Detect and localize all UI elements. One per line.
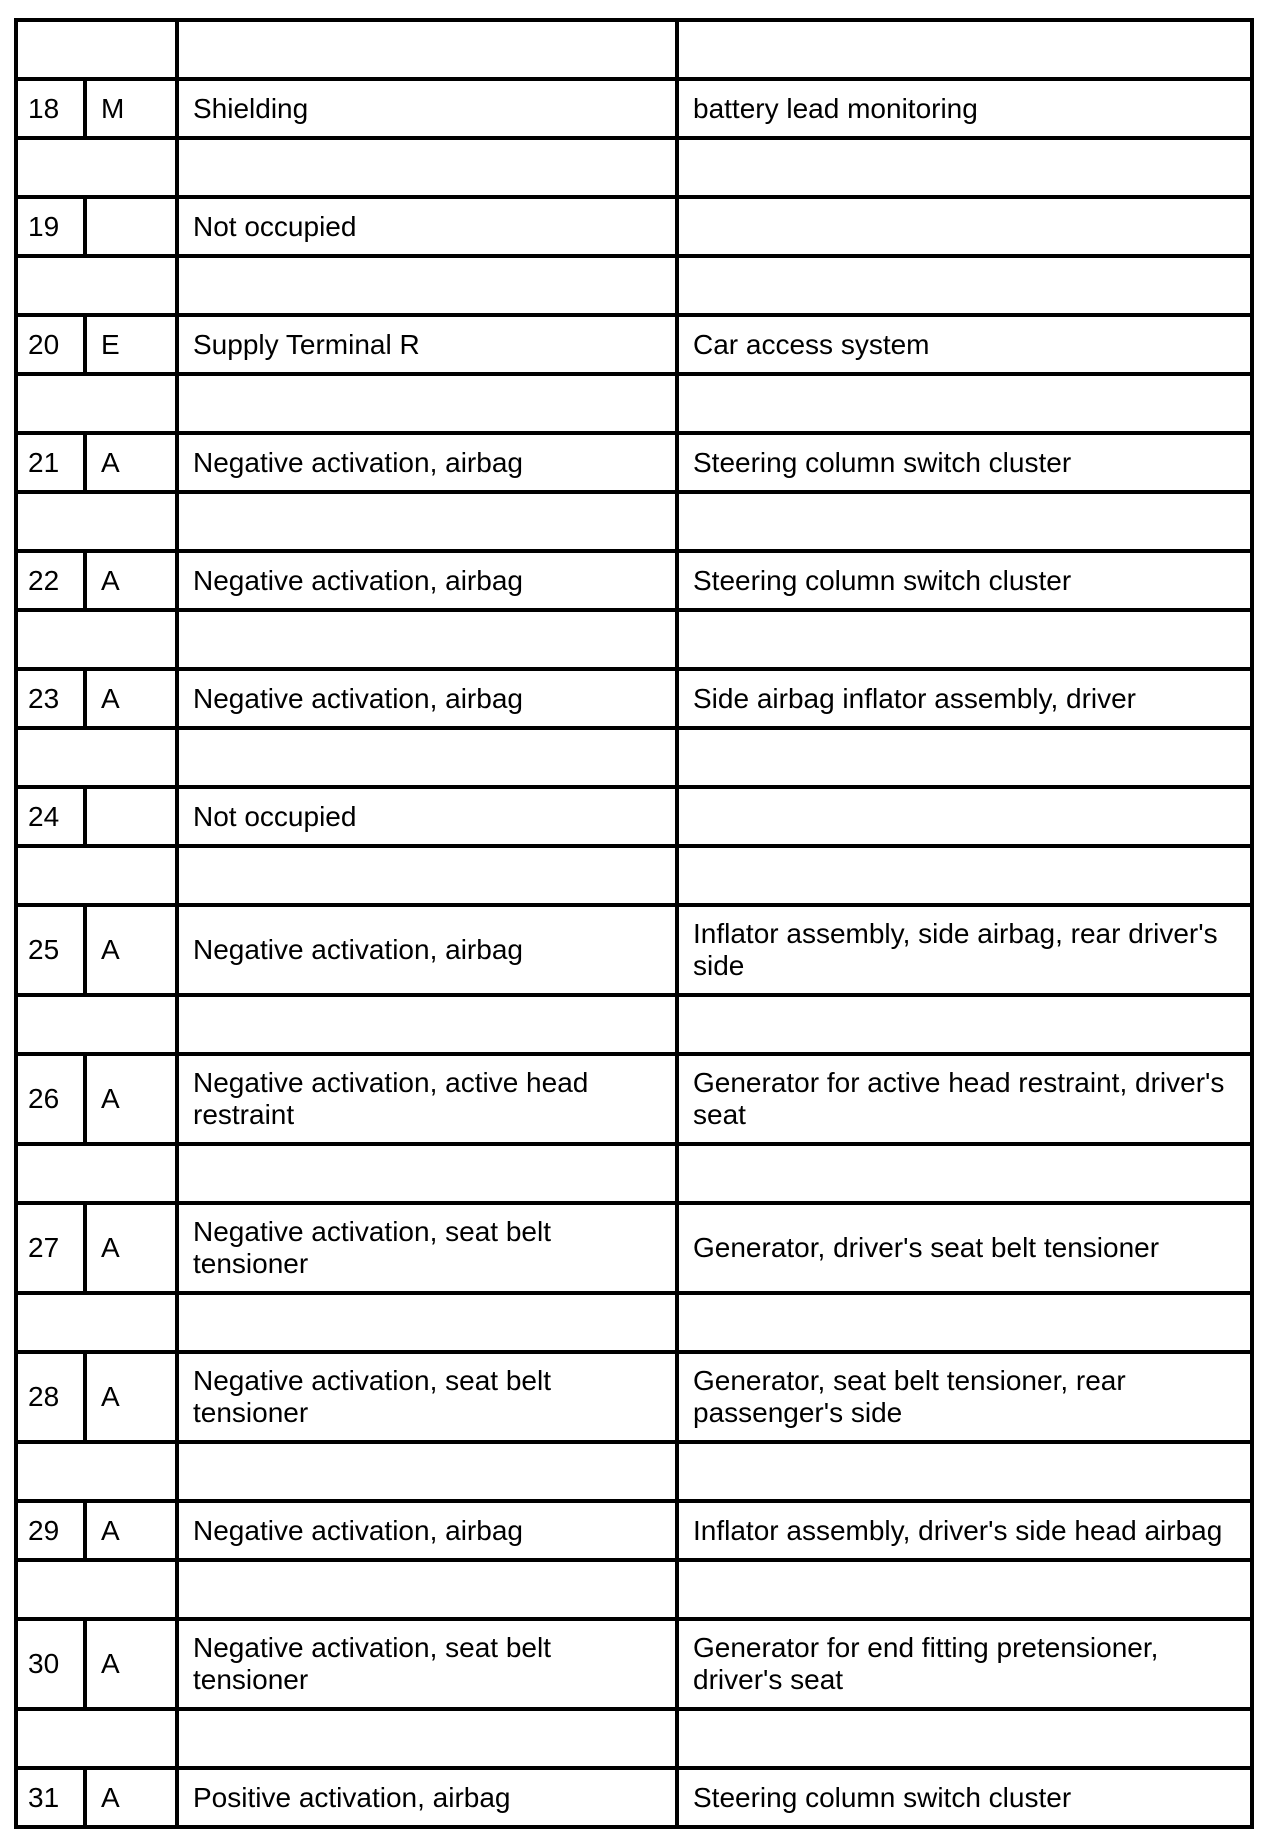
spacer-cell <box>177 256 677 315</box>
spacer-row <box>16 1442 1252 1501</box>
pin-cell: 24 <box>16 787 85 846</box>
description-cell: Shielding <box>177 79 677 138</box>
type-cell: A <box>85 1768 177 1827</box>
spacer-row <box>16 728 1252 787</box>
spacer-cell <box>177 492 677 551</box>
type-cell <box>85 197 177 256</box>
table-row <box>16 905 1252 995</box>
spacer-cell <box>677 1442 1252 1501</box>
connection-cell: Inflator assembly, side airbag, rear driver's side <box>677 905 1252 995</box>
spacer-cell <box>677 1144 1252 1203</box>
type-cell: A <box>85 1054 177 1144</box>
spacer-row <box>16 138 1252 197</box>
spacer-cell <box>177 1560 677 1619</box>
pin-cell: 29 <box>16 1501 85 1560</box>
spacer-cell <box>177 1709 677 1768</box>
table-row <box>16 1619 1252 1709</box>
table-row <box>16 1352 1252 1442</box>
spacer-cell <box>16 138 177 197</box>
spacer-row <box>16 20 1252 79</box>
spacer-cell <box>16 728 177 787</box>
pin-cell: 19 <box>16 197 85 256</box>
table-row <box>16 551 1252 610</box>
pin-cell: 28 <box>16 1352 85 1442</box>
type-cell: A <box>85 669 177 728</box>
connection-cell: Steering column switch cluster <box>677 551 1252 610</box>
description-cell: Not occupied <box>177 787 677 846</box>
connection-cell: Generator, seat belt tensioner, rear passenger's side <box>677 1352 1252 1442</box>
connection-cell: Side airbag inflator assembly, driver <box>677 669 1252 728</box>
pin-cell: 26 <box>16 1054 85 1144</box>
spacer-cell <box>677 492 1252 551</box>
spacer-cell <box>177 728 677 787</box>
type-cell: A <box>85 1352 177 1442</box>
pin-cell: 23 <box>16 669 85 728</box>
spacer-cell <box>677 138 1252 197</box>
spacer-cell <box>177 138 677 197</box>
type-cell <box>85 787 177 846</box>
pin-cell: 21 <box>16 433 85 492</box>
spacer-cell <box>677 374 1252 433</box>
spacer-cell <box>177 374 677 433</box>
pin-cell: 25 <box>16 905 85 995</box>
description-cell: Negative activation, seat belt tensioner <box>177 1352 677 1442</box>
spacer-row <box>16 1144 1252 1203</box>
spacer-cell <box>677 1709 1252 1768</box>
spacer-cell <box>177 1442 677 1501</box>
connection-cell: Generator for active head restraint, driver's seat <box>677 1054 1252 1144</box>
spacer-row <box>16 1560 1252 1619</box>
type-cell: E <box>85 315 177 374</box>
pin-cell: 22 <box>16 551 85 610</box>
spacer-cell <box>16 610 177 669</box>
table-row <box>16 669 1252 728</box>
spacer-cell <box>16 1293 177 1352</box>
table-row <box>16 197 1252 256</box>
pin-table-body <box>16 20 1252 1827</box>
spacer-cell <box>16 1144 177 1203</box>
connection-cell <box>677 197 1252 256</box>
description-cell: Negative activation, airbag <box>177 905 677 995</box>
connection-cell: Inflator assembly, driver's side head airbag <box>677 1501 1252 1560</box>
spacer-cell <box>16 1442 177 1501</box>
spacer-cell <box>677 995 1252 1054</box>
spacer-row <box>16 995 1252 1054</box>
table-row <box>16 787 1252 846</box>
connection-cell: battery lead monitoring <box>677 79 1252 138</box>
pin-assignment-table <box>14 18 1254 1829</box>
description-cell: Negative activation, airbag <box>177 551 677 610</box>
spacer-row <box>16 846 1252 905</box>
pin-cell: 20 <box>16 315 85 374</box>
pin-cell: 30 <box>16 1619 85 1709</box>
pin-cell: 18 <box>16 79 85 138</box>
connection-cell: Steering column switch cluster <box>677 1768 1252 1827</box>
description-cell: Negative activation, airbag <box>177 1501 677 1560</box>
spacer-cell <box>177 995 677 1054</box>
spacer-cell <box>677 20 1252 79</box>
spacer-cell <box>677 1560 1252 1619</box>
description-cell: Negative activation, seat belt tensioner <box>177 1619 677 1709</box>
type-cell: A <box>85 551 177 610</box>
type-cell: A <box>85 433 177 492</box>
table-row <box>16 1768 1252 1827</box>
type-cell: A <box>85 1619 177 1709</box>
table-row <box>16 79 1252 138</box>
spacer-cell <box>177 610 677 669</box>
type-cell: A <box>85 1501 177 1560</box>
description-cell: Not occupied <box>177 197 677 256</box>
spacer-cell <box>16 492 177 551</box>
connection-cell: Generator for end fitting pretensioner, driver's seat <box>677 1619 1252 1709</box>
spacer-cell <box>677 1293 1252 1352</box>
type-cell: A <box>85 905 177 995</box>
spacer-cell <box>16 20 177 79</box>
spacer-cell <box>677 728 1252 787</box>
table-row <box>16 1203 1252 1293</box>
spacer-cell <box>16 1560 177 1619</box>
spacer-row <box>16 492 1252 551</box>
spacer-cell <box>16 846 177 905</box>
spacer-cell <box>16 374 177 433</box>
spacer-cell <box>177 846 677 905</box>
connection-cell: Steering column switch cluster <box>677 433 1252 492</box>
spacer-cell <box>677 846 1252 905</box>
table-row <box>16 1501 1252 1560</box>
connection-cell: Car access system <box>677 315 1252 374</box>
spacer-row <box>16 1293 1252 1352</box>
spacer-cell <box>177 1144 677 1203</box>
spacer-cell <box>16 1709 177 1768</box>
spacer-row <box>16 1709 1252 1768</box>
spacer-cell <box>677 256 1252 315</box>
description-cell: Positive activation, airbag <box>177 1768 677 1827</box>
description-cell: Negative activation, active head restraint <box>177 1054 677 1144</box>
spacer-cell <box>677 610 1252 669</box>
type-cell: M <box>85 79 177 138</box>
spacer-cell <box>177 1293 677 1352</box>
connection-cell: Generator, driver's seat belt tensioner <box>677 1203 1252 1293</box>
spacer-row <box>16 610 1252 669</box>
description-cell: Negative activation, seat belt tensioner <box>177 1203 677 1293</box>
table-row <box>16 1054 1252 1144</box>
spacer-cell <box>16 256 177 315</box>
table-row <box>16 315 1252 374</box>
spacer-cell <box>177 20 677 79</box>
type-cell: A <box>85 1203 177 1293</box>
spacer-row <box>16 256 1252 315</box>
description-cell: Negative activation, airbag <box>177 669 677 728</box>
description-cell: Negative activation, airbag <box>177 433 677 492</box>
spacer-cell <box>16 995 177 1054</box>
pin-cell: 31 <box>16 1768 85 1827</box>
pin-cell: 27 <box>16 1203 85 1293</box>
description-cell: Supply Terminal R <box>177 315 677 374</box>
connection-cell <box>677 787 1252 846</box>
table-row <box>16 433 1252 492</box>
spacer-row <box>16 374 1252 433</box>
